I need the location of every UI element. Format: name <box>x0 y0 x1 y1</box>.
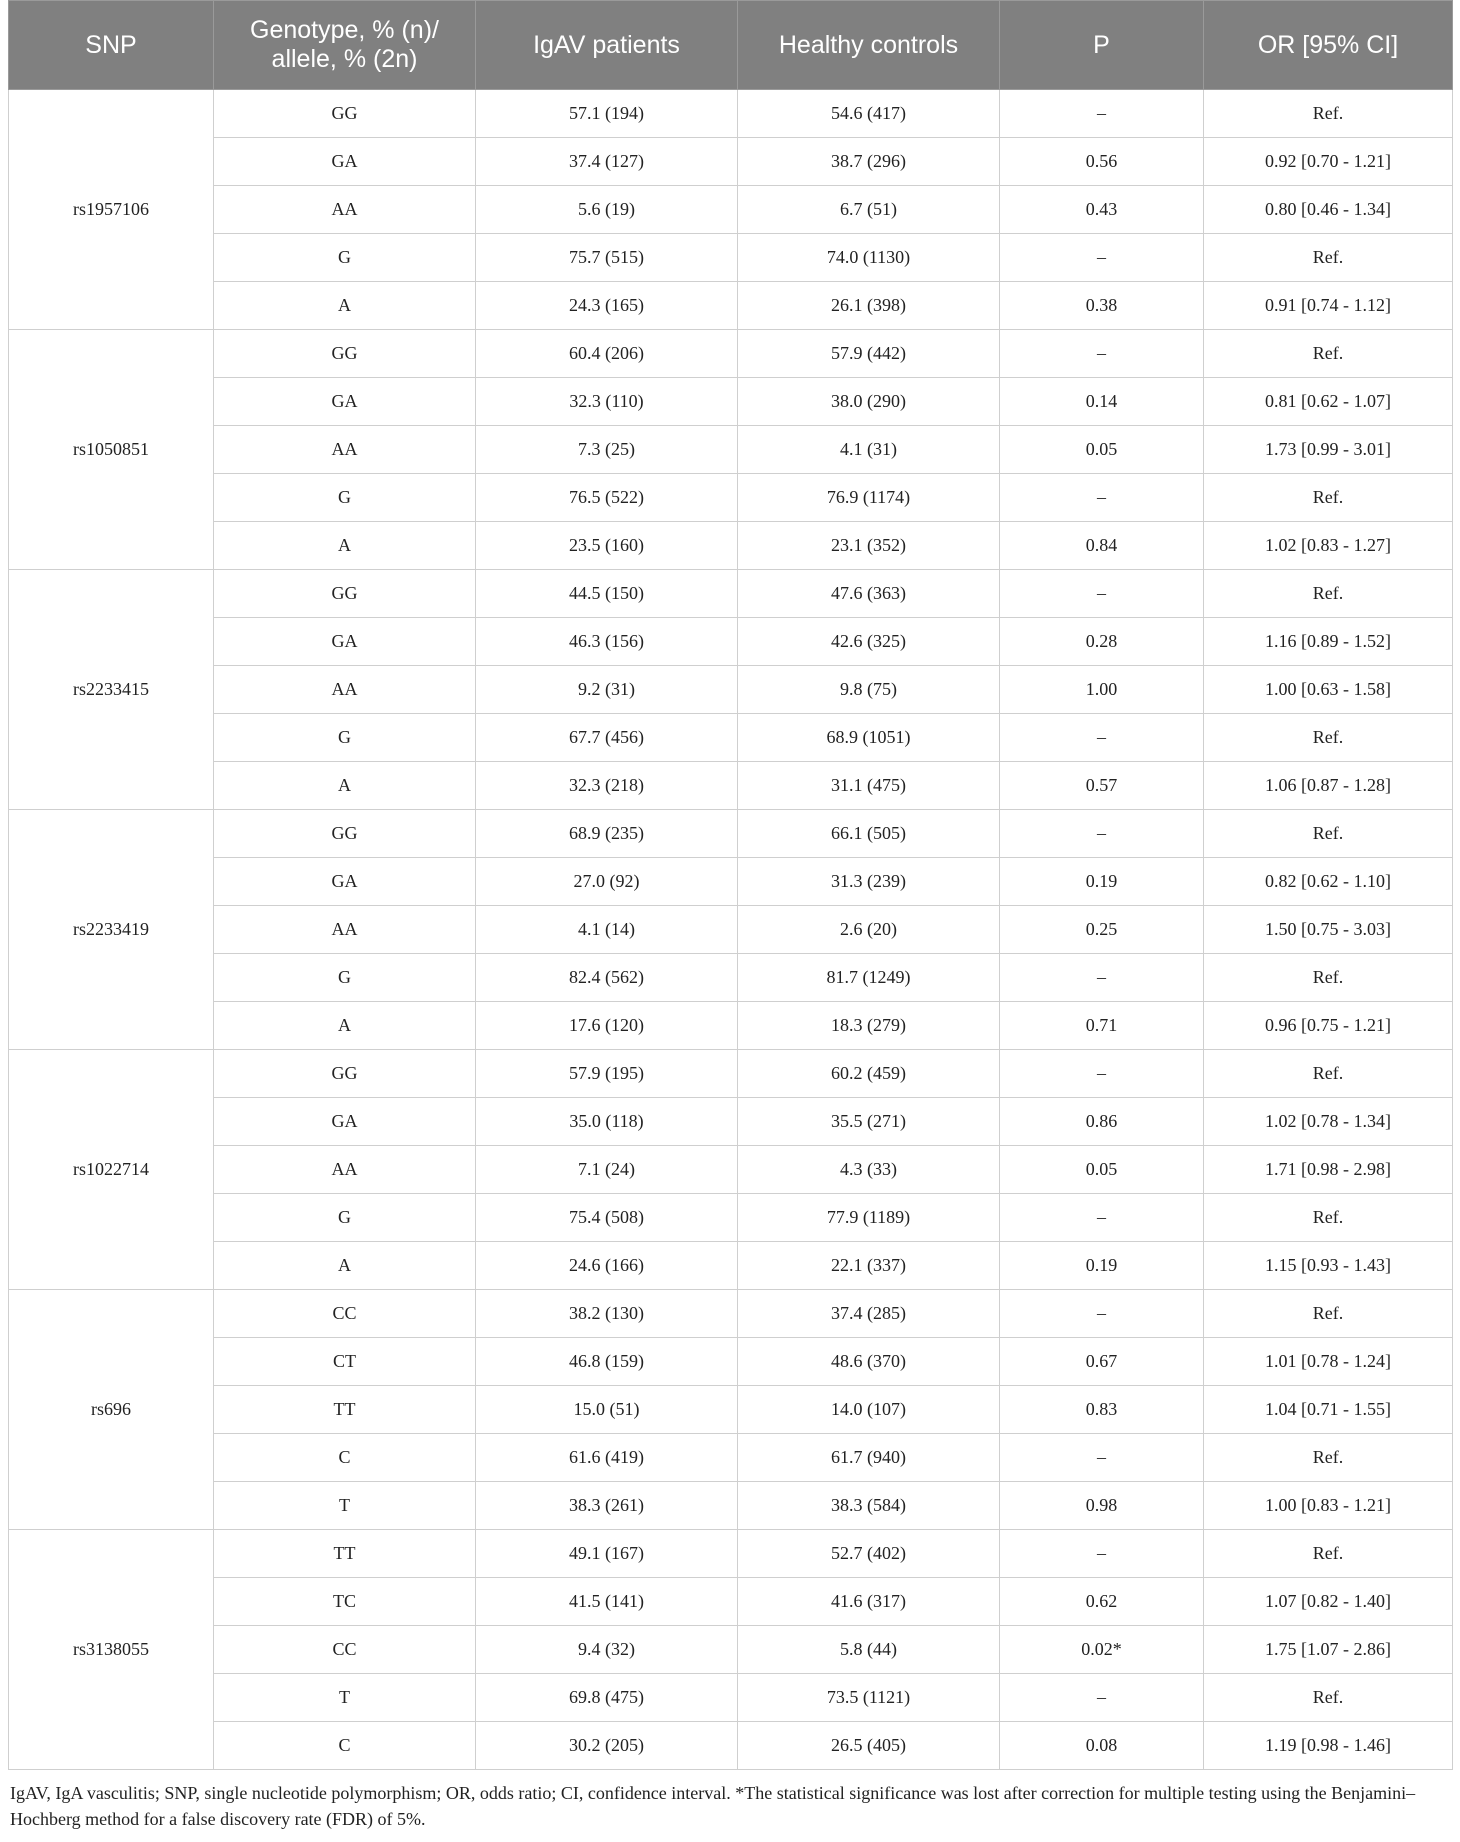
genotype-cell: A <box>214 1002 476 1050</box>
genotype-cell: G <box>214 954 476 1002</box>
igav-patients-cell: 67.7 (456) <box>476 714 738 762</box>
igav-patients-cell: 9.4 (32) <box>476 1626 738 1674</box>
table-row <box>9 1242 1453 1290</box>
genotype-cell: CC <box>214 1290 476 1338</box>
igav-patients-cell: 9.2 (31) <box>476 666 738 714</box>
odds-ratio-cell: 0.82 [0.62 - 1.10] <box>1204 858 1453 906</box>
odds-ratio-cell: Ref. <box>1204 570 1453 618</box>
genotype-cell: C <box>214 1722 476 1770</box>
genotype-cell: TT <box>214 1530 476 1578</box>
genotype-cell: CC <box>214 1626 476 1674</box>
healthy-controls-cell: 54.6 (417) <box>738 90 1000 138</box>
healthy-controls-cell: 57.9 (442) <box>738 330 1000 378</box>
igav-patients-cell: 57.9 (195) <box>476 1050 738 1098</box>
igav-patients-cell: 27.0 (92) <box>476 858 738 906</box>
healthy-controls-cell: 23.1 (352) <box>738 522 1000 570</box>
odds-ratio-cell: 1.15 [0.93 - 1.43] <box>1204 1242 1453 1290</box>
p-value-cell: 0.67 <box>1000 1338 1204 1386</box>
healthy-controls-cell: 66.1 (505) <box>738 810 1000 858</box>
odds-ratio-cell: Ref. <box>1204 1530 1453 1578</box>
table-row <box>9 1338 1453 1386</box>
igav-patients-cell: 38.3 (261) <box>476 1482 738 1530</box>
p-value-cell: 0.05 <box>1000 1146 1204 1194</box>
genotype-cell: GA <box>214 378 476 426</box>
p-value-cell: – <box>1000 810 1204 858</box>
genotype-cell: GA <box>214 858 476 906</box>
igav-patients-cell: 69.8 (475) <box>476 1674 738 1722</box>
table-row <box>9 1146 1453 1194</box>
p-value-cell: 0.38 <box>1000 282 1204 330</box>
odds-ratio-cell: 1.16 [0.89 - 1.52] <box>1204 618 1453 666</box>
table-row <box>9 1578 1453 1626</box>
odds-ratio-cell: 1.50 [0.75 - 3.03] <box>1204 906 1453 954</box>
snp-association-table <box>8 0 1453 1770</box>
snp-id-cell: rs1050851 <box>9 330 214 570</box>
genotype-cell: C <box>214 1434 476 1482</box>
genotype-cell: GG <box>214 1050 476 1098</box>
table-row <box>9 1290 1453 1338</box>
p-value-cell: 0.14 <box>1000 378 1204 426</box>
p-value-cell: – <box>1000 714 1204 762</box>
healthy-controls-cell: 18.3 (279) <box>738 1002 1000 1050</box>
genotype-cell: GG <box>214 90 476 138</box>
table-header <box>9 1 1453 90</box>
igav-patients-cell: 46.3 (156) <box>476 618 738 666</box>
genotype-cell: GA <box>214 1098 476 1146</box>
healthy-controls-cell: 35.5 (271) <box>738 1098 1000 1146</box>
table-footnote: IgAV, IgA vasculitis; SNP, single nucleotide polymorphism; OR, odds ratio; CI, confidence interval. *The statistical significance was lost after correction for multiple testing using the Benjamini–Hochberg method for a false discovery rate (FDR) of 5%. <box>10 1783 1416 1829</box>
genotype-cell: AA <box>214 426 476 474</box>
table-row <box>9 762 1453 810</box>
table-row <box>9 330 1453 378</box>
header-snp: SNP <box>9 1 214 90</box>
healthy-controls-cell: 52.7 (402) <box>738 1530 1000 1578</box>
header-odds-ratio: OR [95% CI] <box>1204 1 1453 90</box>
healthy-controls-cell: 61.7 (940) <box>738 1434 1000 1482</box>
odds-ratio-cell: Ref. <box>1204 1434 1453 1482</box>
p-value-cell: 0.19 <box>1000 858 1204 906</box>
odds-ratio-cell: 1.04 [0.71 - 1.55] <box>1204 1386 1453 1434</box>
igav-patients-cell: 30.2 (205) <box>476 1722 738 1770</box>
genotype-cell: AA <box>214 1146 476 1194</box>
snp-id-cell: rs1022714 <box>9 1050 214 1290</box>
igav-patients-cell: 60.4 (206) <box>476 330 738 378</box>
odds-ratio-cell: 1.07 [0.82 - 1.40] <box>1204 1578 1453 1626</box>
header-igav-patients: IgAV patients <box>476 1 738 90</box>
genotype-cell: GA <box>214 138 476 186</box>
healthy-controls-cell: 22.1 (337) <box>738 1242 1000 1290</box>
p-value-cell: – <box>1000 90 1204 138</box>
table-row <box>9 1626 1453 1674</box>
genotype-cell: T <box>214 1674 476 1722</box>
snp-id-cell: rs2233419 <box>9 810 214 1050</box>
snp-id-cell: rs2233415 <box>9 570 214 810</box>
igav-patients-cell: 82.4 (562) <box>476 954 738 1002</box>
p-value-cell: – <box>1000 1194 1204 1242</box>
genotype-cell: A <box>214 762 476 810</box>
odds-ratio-cell: Ref. <box>1204 1290 1453 1338</box>
igav-patients-cell: 17.6 (120) <box>476 1002 738 1050</box>
p-value-cell: – <box>1000 234 1204 282</box>
table-row <box>9 1434 1453 1482</box>
igav-patients-cell: 68.9 (235) <box>476 810 738 858</box>
table-row <box>9 282 1453 330</box>
odds-ratio-cell: 1.02 [0.78 - 1.34] <box>1204 1098 1453 1146</box>
genotype-cell: GG <box>214 570 476 618</box>
genotype-cell: G <box>214 1194 476 1242</box>
odds-ratio-cell: Ref. <box>1204 954 1453 1002</box>
p-value-cell: 0.05 <box>1000 426 1204 474</box>
healthy-controls-cell: 38.3 (584) <box>738 1482 1000 1530</box>
odds-ratio-cell: 1.00 [0.83 - 1.21] <box>1204 1482 1453 1530</box>
table-row <box>9 666 1453 714</box>
healthy-controls-cell: 31.3 (239) <box>738 858 1000 906</box>
odds-ratio-cell: 1.01 [0.78 - 1.24] <box>1204 1338 1453 1386</box>
igav-patients-cell: 15.0 (51) <box>476 1386 738 1434</box>
snp-id-cell: rs1957106 <box>9 90 214 330</box>
genotype-cell: T <box>214 1482 476 1530</box>
healthy-controls-cell: 47.6 (363) <box>738 570 1000 618</box>
table-row <box>9 1050 1453 1098</box>
snp-id-cell: rs696 <box>9 1290 214 1530</box>
odds-ratio-cell: 0.80 [0.46 - 1.34] <box>1204 186 1453 234</box>
genotype-cell: AA <box>214 666 476 714</box>
igav-patients-cell: 37.4 (127) <box>476 138 738 186</box>
table-row <box>9 1194 1453 1242</box>
p-value-cell: 0.84 <box>1000 522 1204 570</box>
p-value-cell: 0.08 <box>1000 1722 1204 1770</box>
p-value-cell: 0.71 <box>1000 1002 1204 1050</box>
healthy-controls-cell: 76.9 (1174) <box>738 474 1000 522</box>
igav-patients-cell: 49.1 (167) <box>476 1530 738 1578</box>
odds-ratio-cell: 1.75 [1.07 - 2.86] <box>1204 1626 1453 1674</box>
odds-ratio-cell: 1.71 [0.98 - 2.98] <box>1204 1146 1453 1194</box>
igav-patients-cell: 75.4 (508) <box>476 1194 738 1242</box>
table-row <box>9 1482 1453 1530</box>
igav-patients-cell: 4.1 (14) <box>476 906 738 954</box>
igav-patients-cell: 32.3 (218) <box>476 762 738 810</box>
odds-ratio-cell: 1.06 [0.87 - 1.28] <box>1204 762 1453 810</box>
p-value-cell: – <box>1000 1434 1204 1482</box>
table-row <box>9 570 1453 618</box>
genotype-cell: AA <box>214 186 476 234</box>
header-p-value: P <box>1000 1 1204 90</box>
p-value-cell: – <box>1000 474 1204 522</box>
p-value-cell: – <box>1000 330 1204 378</box>
igav-patients-cell: 61.6 (419) <box>476 1434 738 1482</box>
table-row <box>9 858 1453 906</box>
healthy-controls-cell: 77.9 (1189) <box>738 1194 1000 1242</box>
table-row <box>9 426 1453 474</box>
genotype-cell: AA <box>214 906 476 954</box>
odds-ratio-cell: 0.96 [0.75 - 1.21] <box>1204 1002 1453 1050</box>
odds-ratio-cell: Ref. <box>1204 1194 1453 1242</box>
igav-patients-cell: 57.1 (194) <box>476 90 738 138</box>
igav-patients-cell: 41.5 (141) <box>476 1578 738 1626</box>
igav-patients-cell: 24.3 (165) <box>476 282 738 330</box>
igav-patients-cell: 7.1 (24) <box>476 1146 738 1194</box>
p-value-cell: – <box>1000 1674 1204 1722</box>
healthy-controls-cell: 38.7 (296) <box>738 138 1000 186</box>
odds-ratio-cell: Ref. <box>1204 810 1453 858</box>
table-row <box>9 234 1453 282</box>
table-row <box>9 90 1453 138</box>
odds-ratio-cell: Ref. <box>1204 714 1453 762</box>
odds-ratio-cell: 1.73 [0.99 - 3.01] <box>1204 426 1453 474</box>
healthy-controls-cell: 41.6 (317) <box>738 1578 1000 1626</box>
odds-ratio-cell: Ref. <box>1204 330 1453 378</box>
p-value-cell: 0.56 <box>1000 138 1204 186</box>
table-row <box>9 1002 1453 1050</box>
table-row <box>9 138 1453 186</box>
igav-patients-cell: 23.5 (160) <box>476 522 738 570</box>
table-row <box>9 618 1453 666</box>
healthy-controls-cell: 2.6 (20) <box>738 906 1000 954</box>
p-value-cell: – <box>1000 570 1204 618</box>
table-row <box>9 714 1453 762</box>
p-value-cell: – <box>1000 1050 1204 1098</box>
table-row <box>9 1098 1453 1146</box>
p-value-cell: 0.86 <box>1000 1098 1204 1146</box>
healthy-controls-cell: 48.6 (370) <box>738 1338 1000 1386</box>
p-value-cell: 0.25 <box>1000 906 1204 954</box>
genotype-cell: GG <box>214 330 476 378</box>
genotype-cell: A <box>214 282 476 330</box>
odds-ratio-cell: Ref. <box>1204 1674 1453 1722</box>
igav-patients-cell: 75.7 (515) <box>476 234 738 282</box>
odds-ratio-cell: 0.81 [0.62 - 1.07] <box>1204 378 1453 426</box>
p-value-cell: 0.57 <box>1000 762 1204 810</box>
healthy-controls-cell: 9.8 (75) <box>738 666 1000 714</box>
genotype-cell: TT <box>214 1386 476 1434</box>
table-row <box>9 954 1453 1002</box>
odds-ratio-cell: 0.91 [0.74 - 1.12] <box>1204 282 1453 330</box>
p-value-cell: 0.83 <box>1000 1386 1204 1434</box>
igav-patients-cell: 35.0 (118) <box>476 1098 738 1146</box>
p-value-cell: 0.43 <box>1000 186 1204 234</box>
healthy-controls-cell: 73.5 (1121) <box>738 1674 1000 1722</box>
odds-ratio-cell: 0.92 [0.70 - 1.21] <box>1204 138 1453 186</box>
healthy-controls-cell: 42.6 (325) <box>738 618 1000 666</box>
igav-patients-cell: 32.3 (110) <box>476 378 738 426</box>
odds-ratio-cell: Ref. <box>1204 1050 1453 1098</box>
table-row <box>9 1530 1453 1578</box>
igav-patients-cell: 7.3 (25) <box>476 426 738 474</box>
healthy-controls-cell: 74.0 (1130) <box>738 234 1000 282</box>
igav-patients-cell: 38.2 (130) <box>476 1290 738 1338</box>
healthy-controls-cell: 6.7 (51) <box>738 186 1000 234</box>
document <box>8 0 1452 1832</box>
header-healthy-controls: Healthy controls <box>738 1 1000 90</box>
table-row <box>9 1674 1453 1722</box>
igav-patients-cell: 24.6 (166) <box>476 1242 738 1290</box>
genotype-cell: G <box>214 234 476 282</box>
odds-ratio-cell: Ref. <box>1204 234 1453 282</box>
table-body <box>9 90 1453 1770</box>
table-row <box>9 1386 1453 1434</box>
odds-ratio-cell: Ref. <box>1204 474 1453 522</box>
healthy-controls-cell: 37.4 (285) <box>738 1290 1000 1338</box>
header-row <box>9 1 1453 90</box>
genotype-cell: G <box>214 474 476 522</box>
genotype-cell: G <box>214 714 476 762</box>
p-value-cell: 0.02* <box>1000 1626 1204 1674</box>
p-value-cell: – <box>1000 1530 1204 1578</box>
p-value-cell: – <box>1000 1290 1204 1338</box>
genotype-cell: TC <box>214 1578 476 1626</box>
snp-id-cell: rs3138055 <box>9 1530 214 1770</box>
p-value-cell: 0.28 <box>1000 618 1204 666</box>
healthy-controls-cell: 5.8 (44) <box>738 1626 1000 1674</box>
healthy-controls-cell: 14.0 (107) <box>738 1386 1000 1434</box>
odds-ratio-cell: Ref. <box>1204 90 1453 138</box>
healthy-controls-cell: 31.1 (475) <box>738 762 1000 810</box>
genotype-cell: GG <box>214 810 476 858</box>
table-row <box>9 906 1453 954</box>
healthy-controls-cell: 4.3 (33) <box>738 1146 1000 1194</box>
table-row <box>9 378 1453 426</box>
p-value-cell: 1.00 <box>1000 666 1204 714</box>
odds-ratio-cell: 1.19 [0.98 - 1.46] <box>1204 1722 1453 1770</box>
igav-patients-cell: 76.5 (522) <box>476 474 738 522</box>
healthy-controls-cell: 26.5 (405) <box>738 1722 1000 1770</box>
healthy-controls-cell: 26.1 (398) <box>738 282 1000 330</box>
odds-ratio-cell: 1.00 [0.63 - 1.58] <box>1204 666 1453 714</box>
table-row <box>9 474 1453 522</box>
healthy-controls-cell: 60.2 (459) <box>738 1050 1000 1098</box>
healthy-controls-cell: 68.9 (1051) <box>738 714 1000 762</box>
igav-patients-cell: 5.6 (19) <box>476 186 738 234</box>
genotype-cell: CT <box>214 1338 476 1386</box>
p-value-cell: – <box>1000 954 1204 1002</box>
genotype-cell: GA <box>214 618 476 666</box>
p-value-cell: 0.98 <box>1000 1482 1204 1530</box>
table-row <box>9 810 1453 858</box>
igav-patients-cell: 44.5 (150) <box>476 570 738 618</box>
igav-patients-cell: 46.8 (159) <box>476 1338 738 1386</box>
healthy-controls-cell: 4.1 (31) <box>738 426 1000 474</box>
header-genotype: Genotype, % (n)/ allele, % (2n) <box>214 1 476 90</box>
table-row <box>9 186 1453 234</box>
p-value-cell: 0.62 <box>1000 1578 1204 1626</box>
genotype-cell: A <box>214 1242 476 1290</box>
healthy-controls-cell: 81.7 (1249) <box>738 954 1000 1002</box>
p-value-cell: 0.19 <box>1000 1242 1204 1290</box>
genotype-cell: A <box>214 522 476 570</box>
table-row <box>9 522 1453 570</box>
healthy-controls-cell: 38.0 (290) <box>738 378 1000 426</box>
table-row <box>9 1722 1453 1770</box>
odds-ratio-cell: 1.02 [0.83 - 1.27] <box>1204 522 1453 570</box>
